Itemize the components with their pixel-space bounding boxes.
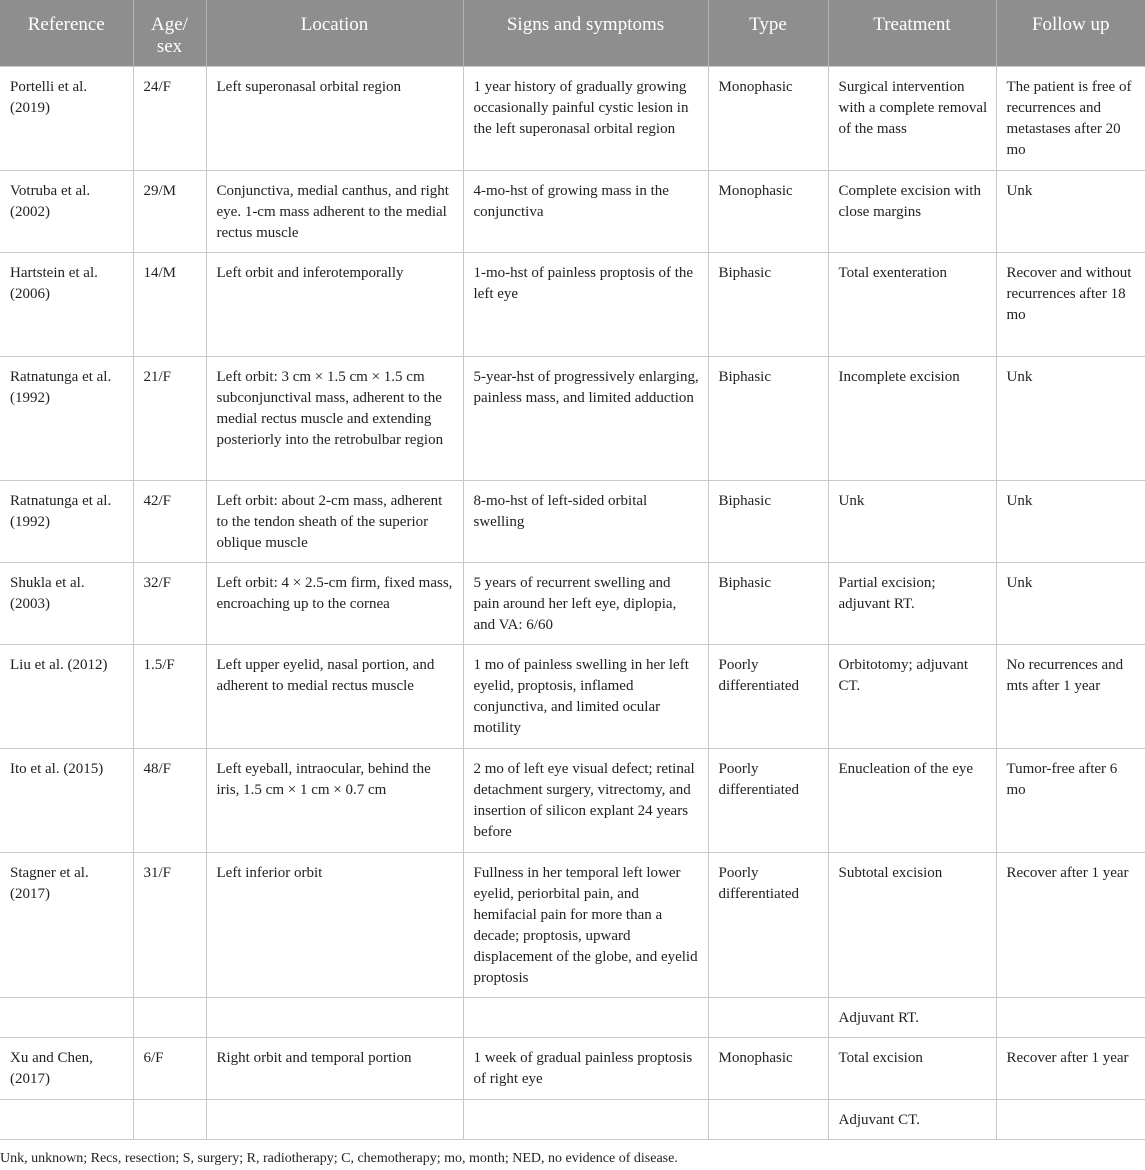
- header-location: Location: [206, 0, 463, 67]
- cell-signs: 4-mo-hst of growing mass in the conjunctiva: [463, 171, 708, 253]
- cell-reference: Ratnatunga et al. (1992): [0, 481, 133, 563]
- table-footnote: Unk, unknown; Recs, resection; S, surgery; R, radiotherapy; C, chemotherapy; mo, month; NED, no evidence of disease.: [0, 1151, 678, 1166]
- cell-follow-up: No recurrences and mts after 1 year: [996, 645, 1145, 749]
- cell-follow-up: [996, 1100, 1145, 1140]
- cell-location: [206, 1100, 463, 1140]
- header-follow-up: Follow up: [996, 0, 1145, 67]
- cell-type: Biphasic: [708, 481, 828, 563]
- cell-signs: 1 year history of gradually growing occasionally painful cystic lesion in the left superonasal orbital region: [463, 67, 708, 171]
- cell-treatment: Surgical intervention with a complete removal of the mass: [828, 67, 996, 171]
- cell-age-sex: 14/M: [133, 253, 206, 357]
- cell-signs: 5 years of recurrent swelling and pain around her left eye, diplopia, and VA: 6/60: [463, 563, 708, 645]
- cell-follow-up: Unk: [996, 481, 1145, 563]
- cell-reference: Ito et al. (2015): [0, 749, 133, 853]
- header-treatment: Treatment: [828, 0, 996, 67]
- table-row: [0, 563, 1145, 645]
- cell-reference: Portelli et al. (2019): [0, 67, 133, 171]
- table-row: [0, 853, 1145, 998]
- cell-type: Poorly differentiated: [708, 645, 828, 749]
- table-row: [0, 998, 1145, 1038]
- cell-signs: 2 mo of left eye visual defect; retinal detachment surgery, vitrectomy, and insertion of silicon explant 24 years before: [463, 749, 708, 853]
- cell-age-sex: 6/F: [133, 1038, 206, 1100]
- cell-location: Left eyeball, intraocular, behind the iris, 1.5 cm × 1 cm × 0.7 cm: [206, 749, 463, 853]
- cell-location: Left orbit: 3 cm × 1.5 cm × 1.5 cm subconjunctival mass, adherent to the medial rectus muscle and extending posteriorly into the retrobulbar region: [206, 357, 463, 481]
- cell-type: Monophasic: [708, 67, 828, 171]
- cell-location: Conjunctiva, medial canthus, and right eye. 1-cm mass adherent to the medial rectus muscle: [206, 171, 463, 253]
- cell-type: Biphasic: [708, 357, 828, 481]
- cell-follow-up: [996, 998, 1145, 1038]
- cell-treatment: Subtotal excision: [828, 853, 996, 998]
- cell-signs: 1 mo of painless swelling in her left eyelid, proptosis, inflamed conjunctiva, and limited ocular motility: [463, 645, 708, 749]
- cell-age-sex: 31/F: [133, 853, 206, 998]
- cell-reference: Ratnatunga et al. (1992): [0, 357, 133, 481]
- cell-follow-up: Recover after 1 year: [996, 853, 1145, 998]
- cell-signs: 8-mo-hst of left-sided orbital swelling: [463, 481, 708, 563]
- cell-treatment: Adjuvant CT.: [828, 1100, 996, 1140]
- cell-reference: Hartstein et al. (2006): [0, 253, 133, 357]
- cell-treatment: Adjuvant RT.: [828, 998, 996, 1038]
- cell-follow-up: The patient is free of recurrences and metastases after 20 mo: [996, 67, 1145, 171]
- cell-location: Left superonasal orbital region: [206, 67, 463, 171]
- header-reference: Reference: [0, 0, 133, 67]
- cell-follow-up: Unk: [996, 563, 1145, 645]
- table-row: [0, 645, 1145, 749]
- cell-type: Biphasic: [708, 563, 828, 645]
- cell-reference: [0, 1100, 133, 1140]
- cell-treatment: Partial excision; adjuvant RT.: [828, 563, 996, 645]
- cell-treatment: Enucleation of the eye: [828, 749, 996, 853]
- cell-treatment: Unk: [828, 481, 996, 563]
- cell-reference: Xu and Chen, (2017): [0, 1038, 133, 1100]
- header-row: [0, 0, 1145, 67]
- cell-age-sex: 29/M: [133, 171, 206, 253]
- header-signs: Signs and symptoms: [463, 0, 708, 67]
- cell-age-sex: [133, 998, 206, 1038]
- cell-treatment: Total exenteration: [828, 253, 996, 357]
- cell-follow-up: Tumor-free after 6 mo: [996, 749, 1145, 853]
- cell-follow-up: Unk: [996, 171, 1145, 253]
- cell-age-sex: 42/F: [133, 481, 206, 563]
- table-row: [0, 253, 1145, 357]
- cell-follow-up: Recover after 1 year: [996, 1038, 1145, 1100]
- cell-type: Poorly differentiated: [708, 749, 828, 853]
- cell-reference: Stagner et al. (2017): [0, 853, 133, 998]
- cell-treatment: Incomplete excision: [828, 357, 996, 481]
- table-row: [0, 171, 1145, 253]
- cell-age-sex: 21/F: [133, 357, 206, 481]
- table-row: [0, 1100, 1145, 1140]
- header-age-sex: [133, 0, 206, 67]
- cell-type: [708, 1100, 828, 1140]
- cell-location: Left inferior orbit: [206, 853, 463, 998]
- cell-age-sex: 32/F: [133, 563, 206, 645]
- cell-signs: 1-mo-hst of painless proptosis of the left eye: [463, 253, 708, 357]
- table-row: [0, 1038, 1145, 1100]
- cell-location: Right orbit and temporal portion: [206, 1038, 463, 1100]
- cell-signs: Fullness in her temporal left lower eyelid, periorbital pain, and hemifacial pain for more than a decade; proptosis, upward displacement of the globe, and eyelid proptosis: [463, 853, 708, 998]
- header-age-sex-label: Age/ sex: [151, 14, 188, 57]
- cell-location: Left orbit and inferotemporally: [206, 253, 463, 357]
- cell-age-sex: 1.5/F: [133, 645, 206, 749]
- table-row: [0, 749, 1145, 853]
- cell-type: [708, 998, 828, 1038]
- cell-treatment: Orbitotomy; adjuvant CT.: [828, 645, 996, 749]
- cell-signs: [463, 1100, 708, 1140]
- cell-location: Left orbit: about 2-cm mass, adherent to the tendon sheath of the superior oblique muscle: [206, 481, 463, 563]
- cell-follow-up: Unk: [996, 357, 1145, 481]
- cell-follow-up: Recover and without recurrences after 18 mo: [996, 253, 1145, 357]
- cell-location: Left orbit: 4 × 2.5-cm firm, fixed mass, encroaching up to the cornea: [206, 563, 463, 645]
- cell-signs: 1 week of gradual painless proptosis of right eye: [463, 1038, 708, 1100]
- cell-treatment: Complete excision with close margins: [828, 171, 996, 253]
- cell-treatment: Total excision: [828, 1038, 996, 1100]
- table-row: [0, 481, 1145, 563]
- cell-type: Poorly differentiated: [708, 853, 828, 998]
- cell-signs: [463, 998, 708, 1038]
- header-type: Type: [708, 0, 828, 67]
- cell-type: Biphasic: [708, 253, 828, 357]
- cell-age-sex: 24/F: [133, 67, 206, 171]
- cell-type: Monophasic: [708, 171, 828, 253]
- cell-reference: Shukla et al. (2003): [0, 563, 133, 645]
- cell-age-sex: 48/F: [133, 749, 206, 853]
- cell-signs: 5-year-hst of progressively enlarging, painless mass, and limited adduction: [463, 357, 708, 481]
- cell-location: [206, 998, 463, 1038]
- cell-age-sex: [133, 1100, 206, 1140]
- cell-reference: Liu et al. (2012): [0, 645, 133, 749]
- table-row: [0, 67, 1145, 171]
- cell-reference: [0, 998, 133, 1038]
- cell-reference: Votruba et al. (2002): [0, 171, 133, 253]
- cell-type: Monophasic: [708, 1038, 828, 1100]
- table-row: [0, 357, 1145, 481]
- cell-location: Left upper eyelid, nasal portion, and adherent to medial rectus muscle: [206, 645, 463, 749]
